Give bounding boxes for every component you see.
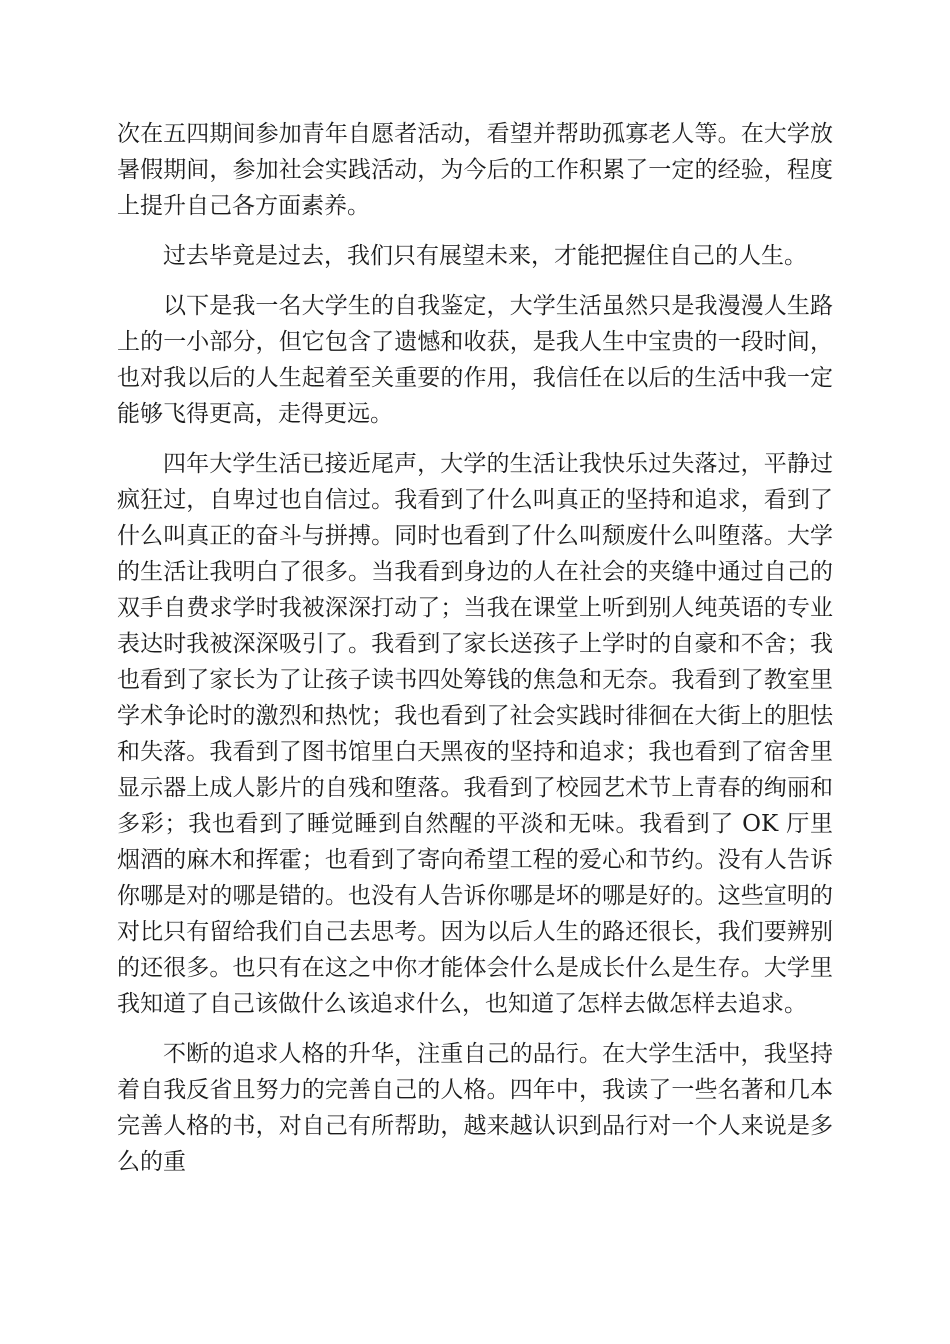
document-body [117, 116, 833, 1194]
paragraph-4: 四年大学生活已接近尾声，大学的生活让我快乐过失落过，平静过疯狂过，自卑过也自信过。我看到了什么叫真正的坚持和追求，看到了什么叫真正的奋斗与拼搏。同时也看到了什么叫颓废什么叫堕落。大学的生活让我明白了很多。当我看到身边的人在社会的夹缝中通过自己的双手自费求学时我被深深打动了；当我在课堂上听到别人纯英语的专业表达时我被深深吸引了。我看到了家长送孩子上学时的自豪和不舍；我也看到了家长为了让孩子读书四处筹钱的焦急和无奈。我看到了教室里学术争论时的激烈和热忱；我也看到了社会实践时徘徊在大街上的胆怯和失落。我看到了图书馆里白天黑夜的坚持和追求；我也看到了宿舍里显示器上成人影片的自残和堕落。我看到了校园艺术节上青春的绚丽和多彩；我也看到了睡觉睡到自然醒的平淡和无味。我看到了 OK 厅里烟酒的麻木和挥霍；也看到了寄向希望工程的爱心和节约。没有人告诉你哪是对的哪是错的。也没有人告诉你哪是坏的哪是好的。这些宣明的对比只有留给我们自己去思考。因为以后人生的路还很长，我们要辨别的还很多。也只有在这之中你才能体会什么是成长什么是生存。大学里我知道了自己该做什么该追求什么，也知道了怎样去做怎样去追求。 [117, 451, 833, 1017]
paragraph-3: 以下是我一名大学生的自我鉴定，大学生活虽然只是我漫漫人生路上的一小部分，但它包含了遗憾和收获，是我人生中宝贵的一段时间，也对我以后的人生起着至关重要的作用，我信任在以后的生活中我一定能够飞得更高，走得更远。 [117, 293, 833, 427]
paragraph-5: 不断的追求人格的升华，注重自己的品行。在大学生活中，我坚持着自我反省且努力的完善自己的人格。四年中，我读了一些名著和几本完善人格的书，对自己有所帮助，越来越认识到品行对一个人来说是多么的重 [117, 1041, 833, 1175]
paragraph-2: 过去毕竟是过去，我们只有展望未来，才能把握住自己的人生。 [163, 243, 807, 269]
paragraph-1: 次在五四期间参加青年自愿者活动，看望并帮助孤寡老人等。在大学放暑假期间，参加社会实践活动，为今后的工作积累了一定的经验，程度上提升自己各方面素养。 [117, 121, 833, 219]
